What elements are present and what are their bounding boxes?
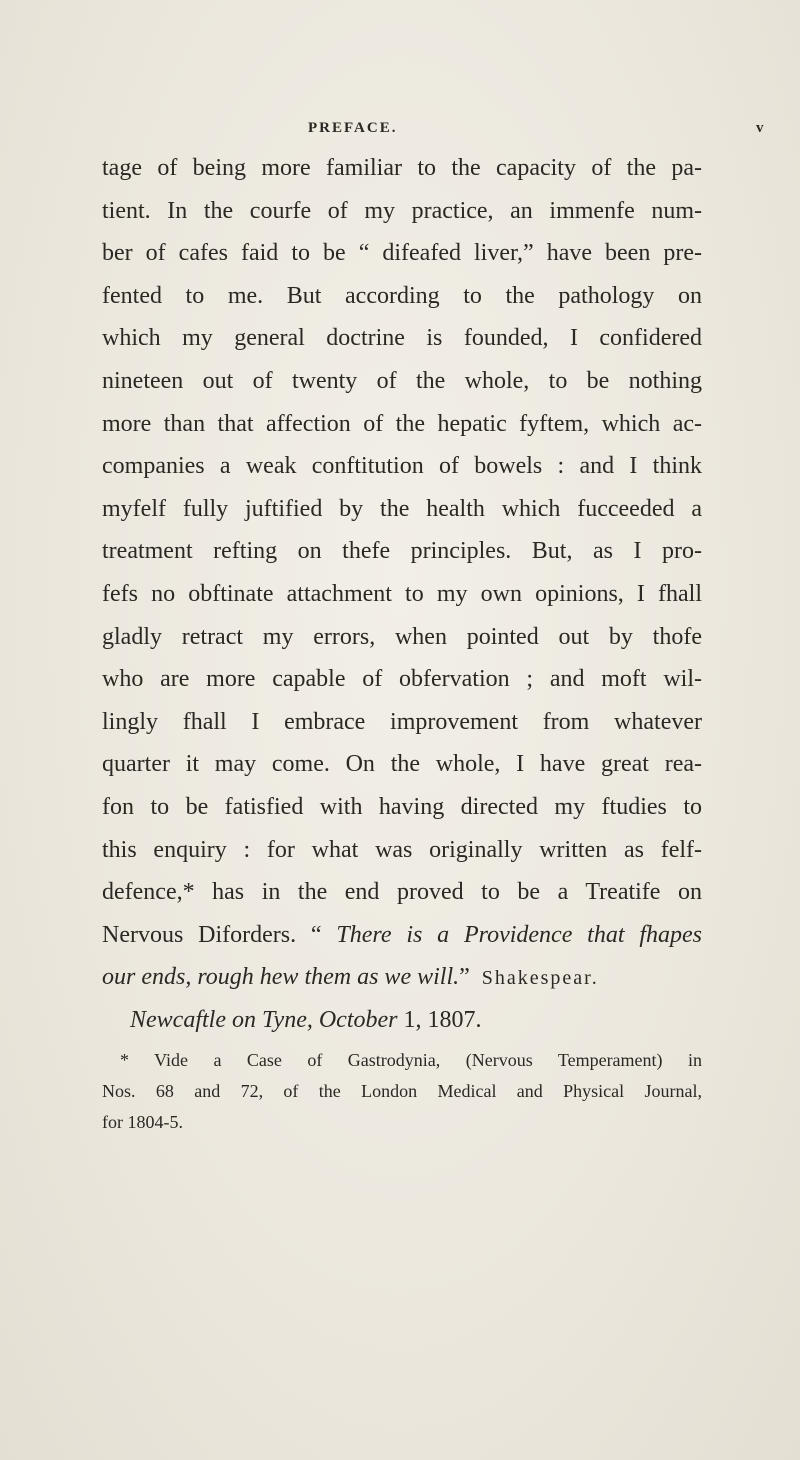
dateline <box>102 999 702 1042</box>
text-line: treatment refting on thefe principles. But, as I pro- <box>102 538 702 565</box>
body-text <box>102 147 702 1041</box>
text-line: fefs no obftinate attachment to my own opinions, I fhall <box>102 580 702 607</box>
text-line: fon to be fatisfied with having directed my ftudies to <box>102 793 702 820</box>
text-line: ber of cafes faid to be “ difeafed liver,” have been pre- <box>102 240 702 267</box>
text-line: who are more capable of obfervation ; and moft wil- <box>102 666 702 693</box>
quote-text: There is a Providence that fhapes <box>336 921 702 948</box>
quote-text: our ends, rough hew them as we will. <box>102 964 460 991</box>
text-line: defence,* has in the end proved to be a Treatife on <box>102 879 702 906</box>
quote-close: ” <box>459 964 470 991</box>
running-head <box>0 120 800 144</box>
quote-line <box>102 956 702 999</box>
text-fragment: Nervous Diforders. “ <box>102 921 337 948</box>
place: Newcaftle on Tyne, October <box>130 1006 398 1033</box>
text-line: quarter it may come. On the whole, I have great rea- <box>102 751 702 778</box>
text-line: companies a weak conftitution of bowels : and I think <box>102 453 702 480</box>
text-line: nineteen out of twenty of the whole, to be nothing <box>102 367 702 394</box>
text-line: gladly retract my errors, when pointed out by thofe <box>102 623 702 650</box>
running-title: PREFACE. <box>308 120 398 136</box>
quote-line <box>102 914 702 957</box>
date: 1, 1807. <box>397 1006 482 1033</box>
text-line: which my general doctrine is founded, I confidered <box>102 325 702 352</box>
text-line: more than that affection of the hepatic fyftem, which ac- <box>102 410 702 437</box>
text-line: lingly fhall I embrace improvement from whatever <box>102 708 702 735</box>
text-line: tage of being more familiar to the capacity of the pa- <box>102 155 702 181</box>
text-line: this enquiry : for what was originally written as felf- <box>102 836 702 863</box>
text-line: fented to me. But according to the pathology on <box>102 282 702 309</box>
attribution: Shakespear. <box>481 967 599 990</box>
text-line: myfelf fully juftified by the health which fucceeded a <box>102 495 702 522</box>
footnote <box>102 1045 702 1138</box>
footnote-line: Nos. 68 and 72, of the London Medical and Physical Journal, <box>102 1081 702 1101</box>
text-line: tient. In the courfe of my practice, an immenfe num- <box>102 197 702 224</box>
page-number: v <box>756 120 764 136</box>
footnote-line: * Vide a Case of Gastrodynia, (Nervous Temperament) in <box>120 1050 702 1070</box>
footnote-line: for 1804-5. <box>102 1112 183 1132</box>
